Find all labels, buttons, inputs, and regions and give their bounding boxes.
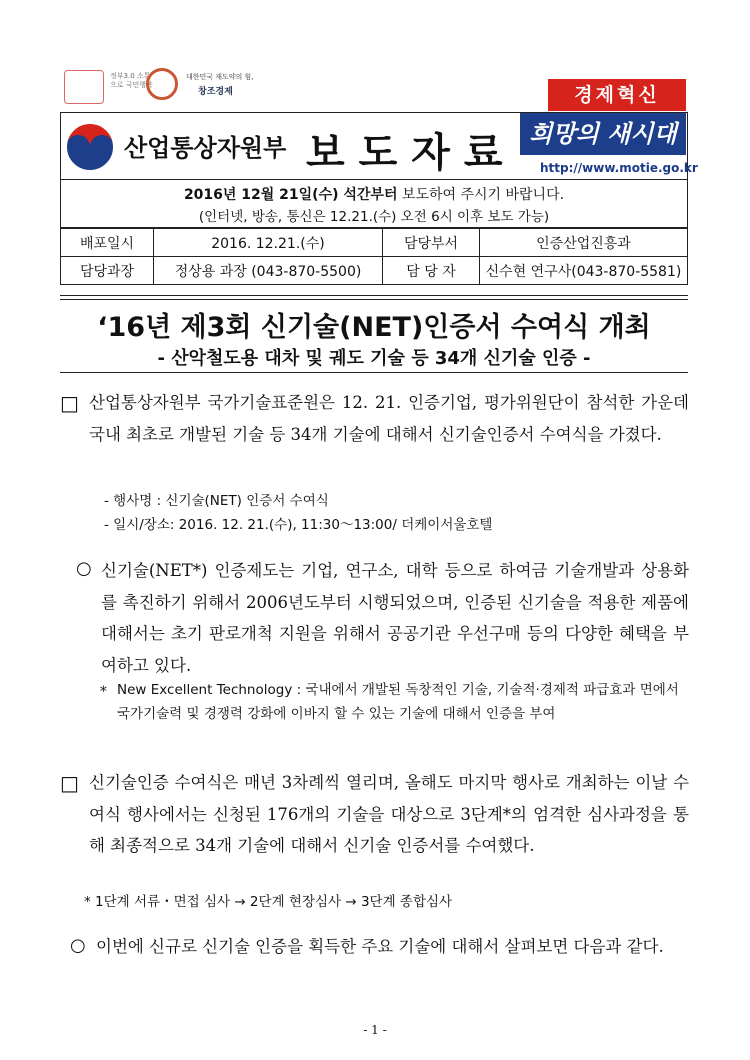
event-datetime-place: - 일시/장소: 2016. 12. 21.(수), 11:30～13:00/ 더케이서울호텔 [104, 517, 493, 533]
paragraph-2: 신기술(NET*) 인증제도는 기업, 연구소, 대학 등으로 하여금 기술개발과 상용화를 촉진하기 위해서 2006년도부터 시행되었으며, 인증된 신기술을 적용한 제품에 대해서는 초기 판로개척 지원을 위해서 공공기관 우선구매 등의 다양한 혜택을 부여하고 있다. [101, 561, 689, 675]
dept-value: 인증산업진흥과 [480, 229, 688, 257]
table-row [61, 257, 688, 285]
dept-label: 담당부서 [383, 229, 480, 257]
creative-economy-logo [146, 68, 178, 100]
event-name: - 행사명 : 신기술(NET) 인증서 수여식 [104, 493, 329, 509]
ministry-name: 산업통상자원부 [124, 134, 287, 162]
chief-label: 담당과장 [61, 257, 154, 285]
paragraph-4: 이번에 신규로 신기술 인증을 획득한 주요 기술에 대해서 살펴보면 다음과 같다. [96, 937, 664, 956]
net-footnote: New Excellent Technology : 국내에서 개발된 독창적인 기술, 기술적·경제적 파급효과 면에서 국가기술력 및 경쟁력 강화에 이바지 할 수 있는 기술에 대해서 인증을 부여 [117, 682, 679, 722]
taeguk-logo-icon [64, 121, 116, 173]
release-instruction: 보도하여 주시기 바랍니다. [397, 187, 565, 203]
title-divider-top [60, 295, 688, 296]
note-asterisk: * [100, 684, 107, 700]
new-era-banner: 희망의 새시대 [520, 113, 686, 155]
title-divider-bottom [60, 372, 688, 373]
headline: ‘16년 제3회 신기술(NET)인증서 수여식 개최 [97, 312, 651, 343]
government-3-logo-text: 정부3.0 소통으로 국민행복 [110, 72, 153, 89]
circle-bullet: ○ [70, 935, 86, 956]
page-number: - 1 - [363, 1023, 387, 1037]
economic-innovation-tag: 경제혁신 [548, 79, 686, 111]
title-divider-top-thin [60, 299, 688, 300]
press-release-title: 보도자료 [306, 130, 517, 176]
creative-economy-slogan: 대한민국 재도약의 힘, [186, 73, 254, 81]
review-stages-note: * 1단계 서류・면접 심사 → 2단계 현장심사 → 3단계 종합심사 [84, 894, 453, 910]
date-label: 배포일시 [61, 229, 154, 257]
paragraph-3: 신기술인증 수여식은 매년 3차례씩 열리며, 올해도 마지막 행사로 개최하는 이날 수여식 행사에서는 신청된 176개의 기술을 대상으로 3단계*의 엄격한 심사과정을 통해 최종적으로 34개 기술에 대해서 신기술 인증서를 수여했다. [89, 773, 689, 855]
government-3-logo [64, 70, 104, 104]
info-table [60, 228, 688, 285]
date-value: 2016. 12.21.(수) [154, 229, 383, 257]
table-row [61, 229, 688, 257]
ministry-url[interactable]: http://www.motie.go.kr [540, 161, 698, 175]
staff-value: 신수현 연구사(043-870-5581) [480, 257, 688, 285]
release-line-1 [60, 184, 688, 204]
chief-value: 정상용 과장 (043-870-5500) [154, 257, 383, 285]
circle-bullet: ○ [76, 558, 92, 579]
paragraph-1: 산업통상자원부 국가기술표준원은 12. 21. 인증기업, 평가위원단이 참석한 가운데 국내 최초로 개발된 기술 등 34개 기술에 대해서 신기술인증서 수여식을 가졌다. [89, 393, 689, 444]
square-bullet: □ [60, 771, 79, 795]
release-date: 2016년 12월 21일(수) 석간부터 [183, 187, 398, 203]
release-line-2: (인터넷, 방송, 통신은 12.21.(수) 오전 6시 이후 보도 가능) [198, 209, 550, 225]
square-bullet: □ [60, 391, 79, 415]
staff-label: 담 당 자 [383, 257, 480, 285]
subheadline: - 산악철도용 대차 및 궤도 기술 등 34개 신기술 인증 - [157, 348, 591, 369]
creative-economy-title: 창조경제 [198, 87, 233, 97]
